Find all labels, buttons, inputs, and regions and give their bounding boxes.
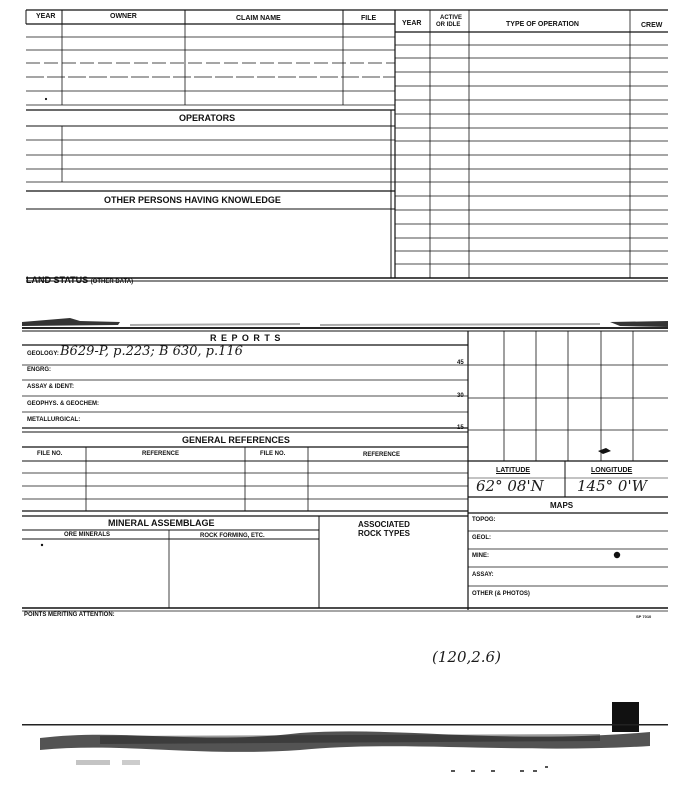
ref-file-no-1: FILE NO. bbox=[37, 451, 63, 457]
maps-assay-label: ASSAY: bbox=[472, 572, 494, 578]
metallurgical-label: METALLURGICAL: bbox=[27, 417, 81, 423]
rock-types-header: ROCK TYPES bbox=[358, 529, 411, 538]
maps-geol-label: GEOL: bbox=[472, 535, 491, 541]
rock-forming-header: ROCK FORMING, ETC. bbox=[200, 533, 265, 539]
geophys-label: GEOPHYS. & GEOCHEM: bbox=[27, 401, 100, 407]
points-meriting-attention-label: POINTS MERITING ATTENTION: bbox=[24, 612, 115, 618]
maps-heading: MAPS bbox=[550, 501, 574, 510]
ref-file-no-2: FILE NO. bbox=[260, 451, 286, 457]
longitude-value: 145° 0'W bbox=[577, 477, 647, 495]
claims-file-header: FILE bbox=[361, 15, 377, 22]
form-code: SP 7010 bbox=[636, 614, 652, 619]
operations-type-header: TYPE OF OPERATION bbox=[506, 21, 579, 28]
longitude-label: LONGITUDE bbox=[591, 467, 633, 474]
operations-active-header: ACTIVE bbox=[440, 15, 463, 21]
land-status-sub: (OTHER DATA) bbox=[90, 279, 134, 285]
operations-idle-header: OR IDLE bbox=[436, 22, 461, 28]
latitude-value: 62° 08'N bbox=[476, 477, 544, 495]
mark-15: 15 bbox=[457, 425, 464, 431]
claims-owner-header: OWNER bbox=[110, 13, 137, 20]
other-persons-heading: OTHER PERSONS HAVING KNOWLEDGE bbox=[104, 195, 281, 205]
land-status-main: LAND STATUS bbox=[26, 275, 89, 285]
land-status-label bbox=[26, 276, 133, 285]
associated-header: ASSOCIATED bbox=[358, 520, 410, 529]
assay-ident-label: ASSAY & IDENT: bbox=[27, 384, 75, 390]
general-references-heading: GENERAL REFERENCES bbox=[182, 435, 290, 445]
maps-mine-label: MINE: bbox=[472, 553, 489, 559]
ref-reference-1: REFERENCE bbox=[142, 451, 180, 457]
operations-crew-header: CREW bbox=[641, 22, 663, 29]
geology-value: B629-P, p.223; B 630, p.116 bbox=[60, 344, 243, 359]
ore-minerals-header: ORE MINERALS bbox=[64, 532, 111, 538]
reports-heading: R E P O R T S bbox=[210, 333, 282, 343]
maps-other-label: OTHER (& PHOTOS) bbox=[472, 591, 530, 597]
maps-topog-label: TOPOG: bbox=[472, 517, 496, 523]
geology-label: GEOLOGY: bbox=[27, 351, 59, 357]
latitude-label: LATITUDE bbox=[496, 467, 531, 474]
engrg-label: ENGRG: bbox=[27, 367, 51, 373]
mark-30: 30 bbox=[457, 393, 464, 399]
ref-reference-2: REFERENCE bbox=[363, 452, 401, 458]
claims-claim-name-header: CLAIM NAME bbox=[236, 15, 281, 22]
mineral-assemblage-heading: MINERAL ASSEMBLAGE bbox=[108, 518, 215, 528]
operators-heading: OPERATORS bbox=[179, 113, 236, 123]
mark-45: 45 bbox=[457, 360, 464, 366]
operations-year-header: YEAR bbox=[402, 20, 422, 27]
claims-year-header: YEAR bbox=[36, 13, 56, 20]
handwritten-note: (120,2.6) bbox=[432, 648, 501, 666]
